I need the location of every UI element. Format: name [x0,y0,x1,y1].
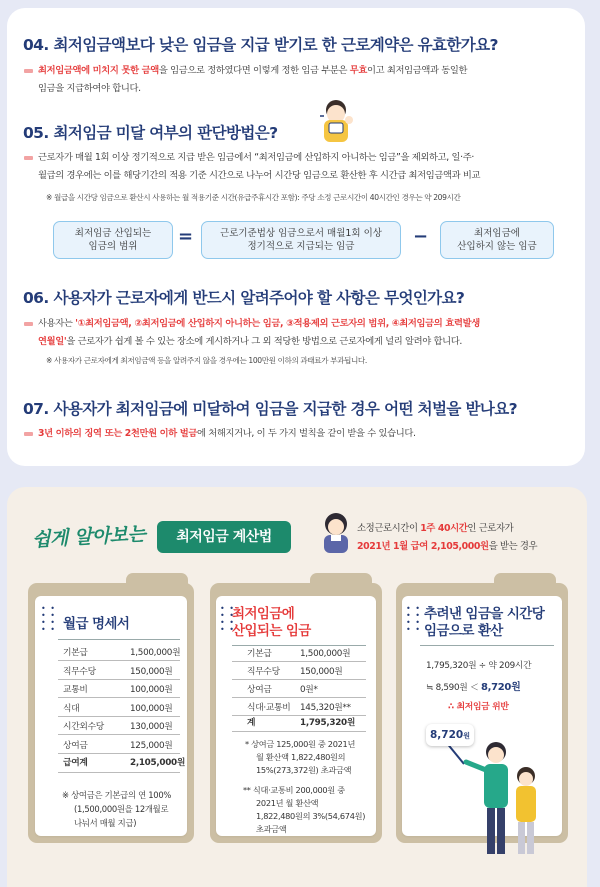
pay-slip-note-1: ※ 상여금은 기본급의 연 100% [62,790,172,800]
included-note-7: 초과금액 [256,824,287,834]
row-value: 125,000원 [130,740,173,751]
bullet-icon [24,69,33,73]
price-sign: 8,720원 [426,724,474,746]
equals-sign: = [178,226,194,247]
q5-answer-line2: 월급의 경우에는 이를 해당기간의 적용 기준 시간으로 나누어 시간당 임금으로 환산한 후 시간급 최저임금액과 비교 [38,170,481,181]
formula-box-included-wages: 최저임금 산입되는 임금의 범위 [53,221,173,259]
q5-title: 05. 최저임금 미달 여부의 판단방법은? [23,124,278,142]
hourly-calc-line2: ≒ 8,590원 ＜ 8,720원 [426,682,521,693]
q6-note: ※ 사용자가 근로자에게 최저임금액 등을 알려주지 않을 경우에는 100만원 이하의 과태료가 부과됩니다. [46,356,367,365]
included-note-4: ** 식대·교통비 200,000원 중 [243,785,345,795]
calc-badge: 최저임금 계산법 [157,521,291,553]
script-title: 쉽게 알아보는 [31,523,146,551]
minus-sign: − [413,226,429,247]
q4-answer-line2: 임금을 지급하여야 합니다. [38,83,141,94]
row-value: 150,000원 [130,666,173,677]
q4-answer-line1: 최저임금액에 미치지 못한 금액을 임금으로 정하였다면 이렇게 정한 임금 부분은 무효이고 최저임금액과 동일한 [38,62,467,80]
row-value: 100,000원 [130,703,173,714]
dots-icon: • • • • • • • • [406,604,421,634]
q6-answer-line2: 연월일'을 근로자가 쉽게 볼 수 있는 장소에 게시하거나 그 외 적당한 방법으로 근로자에게 널리 알려야 합니다. [38,336,462,347]
formula-box-excluded-wages: 최저임금에 산입하지 않는 임금 [440,221,554,259]
dots-icon: • • • • • • • • [41,604,56,634]
q5-note: ※ 월급을 시간당 임금으로 환산시 사용하는 월 적용기준 시간(유급주휴시간 포함): 주당 소정 근로시간이 40시간인 경우는 약 209시간 [46,193,461,202]
row-value: 145,320원** [300,703,351,713]
included-note-6: 1,822,480원의 3%(54,674원) [256,811,366,821]
included-note-1: * 상여금 125,000원 중 2021년 [245,739,356,749]
q6-answer-line1: 사용자는 '①최저임금액, ②최저임금에 산입하지 아니하는 임금, ③적용제외 근로자의 범위, ④최저임금의 효력발생 [38,315,480,333]
hourly-calc-line1: 1,795,320원 ÷ 약 209시간 [426,661,532,671]
included-note-5: 2021년 월 환산액 [256,798,319,808]
row-value: 1,500,000원 [300,649,351,659]
pay-slip-note-2: (1,500,000원을 12개월로 [74,804,169,814]
included-wage-title: 최저임금에 산입되는 임금 [232,606,311,639]
pay-slip-total-label: 급여계 [63,758,88,768]
row-value: 0원* [300,685,318,695]
row-label: 기본급 [247,649,272,659]
bullet-icon [24,156,33,160]
included-total-value: 1,795,320원 [300,718,356,728]
condition-line1: 소정근로시간이 1주 40시간인 근로자가 [357,523,514,534]
q6-title: 06. 사용자가 근로자에게 반드시 알려주어야 할 사항은 무엇인가요? [23,289,465,307]
pay-slip-total-value: 2,105,000원 [130,758,186,768]
q4-title: 04. 최저임금액보다 낮은 임금을 지급 받기로 한 근로계약은 유효한가요? [23,36,498,54]
bullet-icon [24,432,33,436]
violation-label: ∴ 최저임금 위반 [448,702,509,712]
row-label: 기본급 [63,648,88,658]
condition-line2: 2021년 1월 급여 2,105,000원을 받는 경우 [357,541,538,552]
worker-illustration [310,96,362,146]
row-label: 식대·교통비 [247,703,291,713]
q7-answer-line1: 3년 이하의 징역 또는 2천만원 이하 벌금에 처해지거나, 이 두 가지 벌칙을 같이 받을 수 있습니다. [38,425,416,443]
row-label: 시간외수당 [63,722,104,732]
row-label: 직무수당 [63,666,96,677]
included-note-2: 월 환산액 1,822,480원의 [256,752,346,762]
row-label: 교통비 [63,685,88,695]
pay-slip-title: 월급 명세서 [63,616,130,632]
pay-slip-note-3: 나눠서 매월 지급) [74,818,137,828]
row-value: 130,000원 [130,722,173,732]
included-total-label: 계 [247,718,256,728]
row-value: 150,000원 [300,667,343,677]
row-value: 1,500,000원 [130,648,181,658]
q7-title: 07. 사용자가 최저임금에 미달하여 임금을 지급한 경우 어떤 처벌을 받나요? [23,400,518,418]
dots-icon: • • • • • • • • [220,604,235,634]
row-label: 상여금 [63,740,88,751]
included-note-3: 15%(273,372원) 초과금액 [256,765,352,775]
worker-woman-illustration [316,510,356,554]
bullet-icon [24,322,33,326]
row-label: 상여금 [247,685,272,695]
row-label: 식대 [63,703,80,714]
row-value: 100,000원 [130,685,173,695]
formula-box-regular-wages: 근로기준법상 임금으로서 매월1회 이상 정기적으로 지급되는 임금 [201,221,401,259]
row-label: 직무수당 [247,667,280,677]
hourly-conversion-title: 추려낸 임금을 시간당 임금으로 환산 [424,606,545,639]
q5-answer-line1: 근로자가 매월 1회 이상 정기적으로 지급 받은 임금에서 “최저임금에 산입하지 아니하는 임금”을 제외하고, 일·주· [38,149,474,167]
